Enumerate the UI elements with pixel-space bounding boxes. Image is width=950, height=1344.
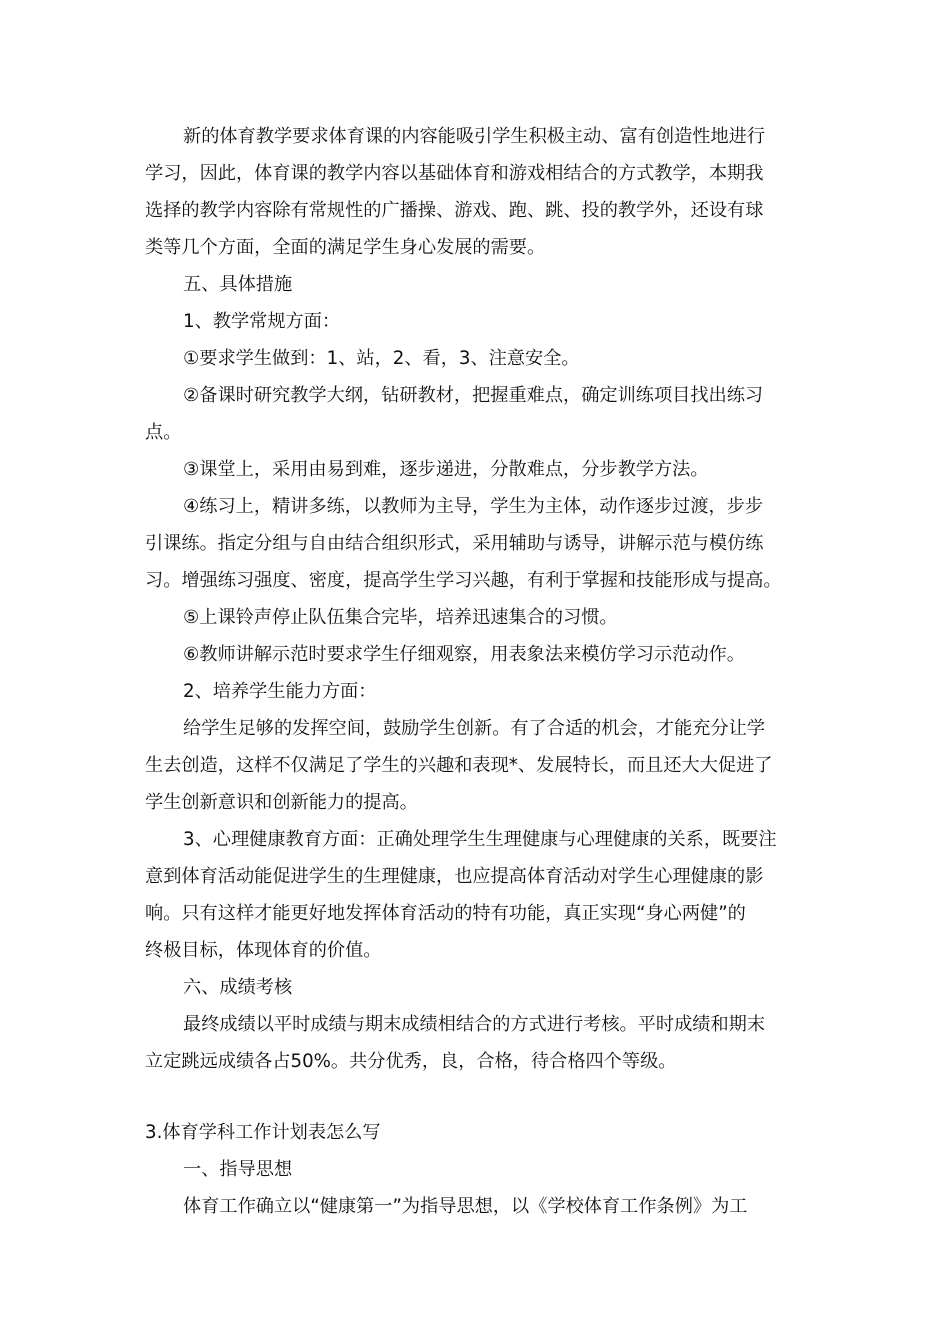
text-line: 学习，因此，体育课的教学内容以基础体育和游戏相结合的方式教学，本期我: [145, 163, 764, 184]
text-line: ④练习上，精讲多练，以教师为主导，学生为主体，动作逐步过渡，步步: [183, 496, 764, 517]
text-line: 选择的教学内容除有常规性的广播操、游戏、跑、跳、投的教学外，还设有球: [145, 200, 764, 221]
text-line: 习。增强练习强度、密度，提高学生学习兴趣，有利于掌握和技能形成与提高。: [145, 570, 782, 591]
text-line: 学生创新意识和创新能力的提高。: [145, 792, 418, 813]
text-line: 六、成绩考核: [183, 977, 293, 998]
text-line: 体育工作确立以“健康第一”为指导思想，以《学校体育工作条例》为工: [183, 1196, 748, 1217]
text-line: 意到体育活动能促进学生的生理健康，也应提高体育活动对学生心理健康的影: [145, 866, 764, 887]
document-body: [145, 118, 807, 1080]
document-body-continued: [145, 1151, 807, 1225]
text-line: 终极目标，体现体育的价值。: [145, 940, 382, 961]
text-line: ⑥教师讲解示范时要求学生仔细观察，用表象法来模仿学习示范动作。: [183, 644, 745, 665]
text-line: 最终成绩以平时成绩与期末成绩相结合的方式进行考核。平时成绩和期末: [183, 1014, 766, 1035]
text-line: ①要求学生做到：1、站，2、看，3、注意安全。: [183, 348, 580, 369]
text-line: 给学生足够的发挥空间，鼓励学生创新。有了合适的机会，才能充分让学: [183, 718, 766, 739]
text-line: 类等几个方面，全面的满足学生身心发展的需要。: [145, 237, 546, 258]
text-line: 立定跳远成绩各占50%。共分优秀，良，合格，待合格四个等级。: [145, 1051, 677, 1072]
text-line: 1、教学常规方面：: [183, 311, 341, 332]
text-line: 新的体育教学要求体育课的内容能吸引学生积极主动、富有创造性地进行: [183, 126, 766, 147]
text-line: ⑤上课铃声停止队伍集合完毕，培养迅速集合的习惯。: [183, 607, 618, 628]
section-title: 3.体育学科工作计划表怎么写: [145, 1122, 381, 1143]
section-gap: [145, 1080, 807, 1114]
text-line: ③课堂上，采用由易到难，逐步递进，分散难点，分步教学方法。: [183, 459, 709, 480]
text-line: 3、心理健康教育方面：正确处理学生生理健康与心理健康的关系，既要注: [183, 829, 777, 850]
text-line: 响。只有这样才能更好地发挥体育活动的特有功能，真正实现“身心两健”的: [145, 903, 746, 924]
text-line: 一、指导思想: [183, 1159, 293, 1180]
text-line: 点。: [145, 422, 182, 443]
text-line: 2、培养学生能力方面：: [183, 681, 377, 702]
text-line: 引课练。指定分组与自由结合组织形式，采用辅助与诱导，讲解示范与模仿练: [145, 533, 764, 554]
text-line: 五、具体措施: [183, 274, 293, 295]
text-line: ②备课时研究教学大纲，钻研教材，把握重难点，确定训练项目找出练习: [183, 385, 764, 406]
text-line: 生去创造，这样不仅满足了学生的兴趣和表现*、发展特长，而且还大大促进了: [145, 755, 773, 776]
document-page: [145, 118, 807, 1225]
